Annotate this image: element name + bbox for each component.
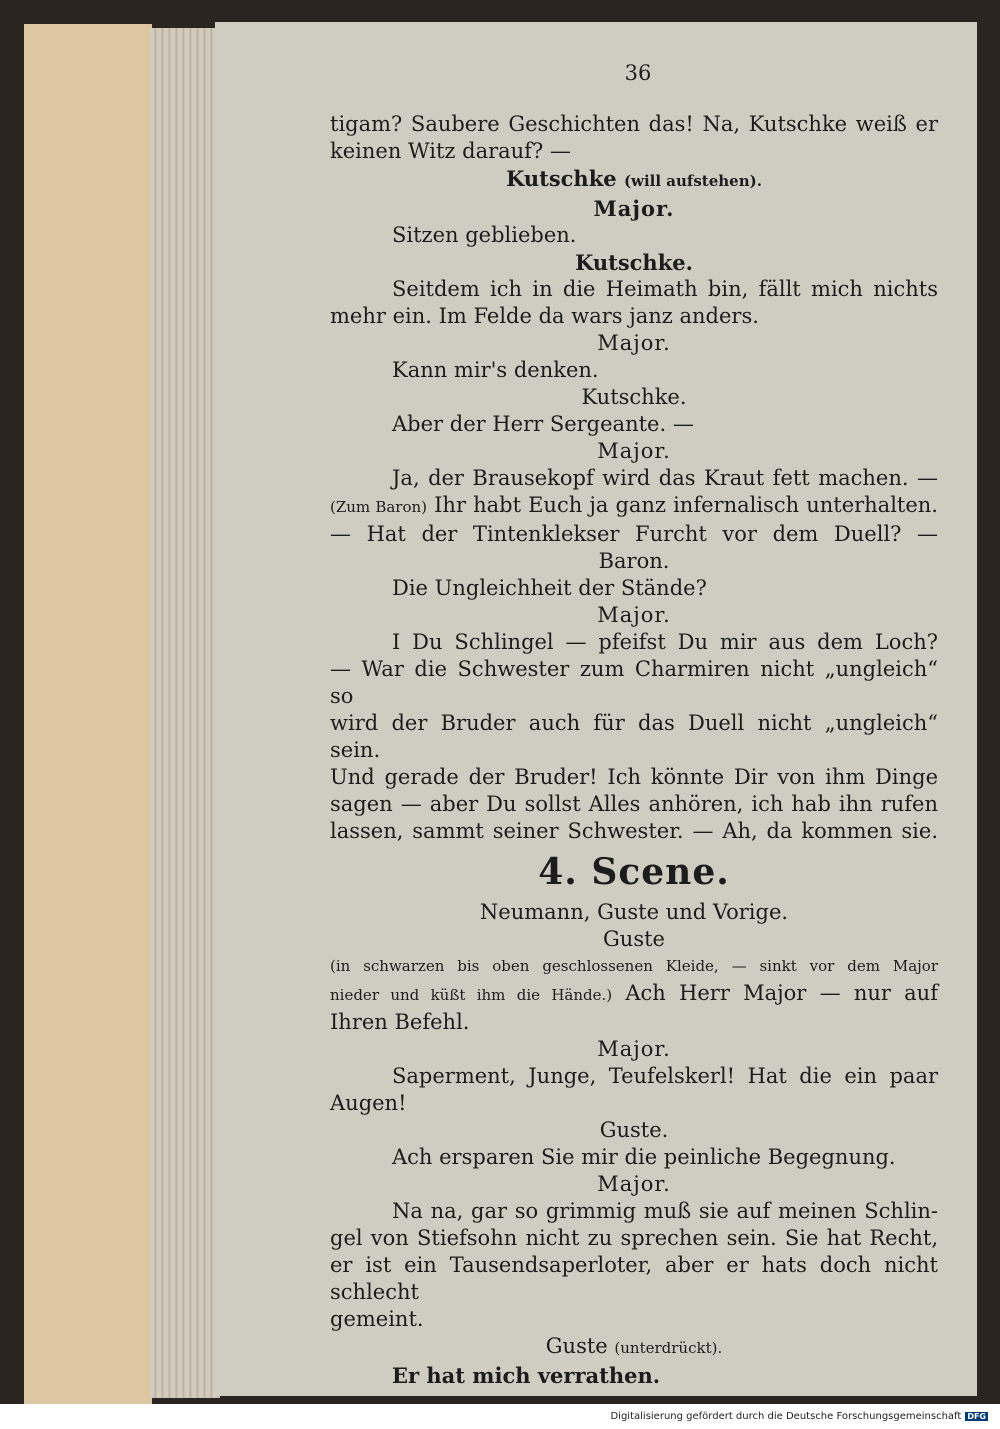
- line-text: Aber der Herr Sergeante. —: [392, 412, 694, 436]
- text-line: [330, 1090, 938, 1117]
- line-text: Guste.: [599, 1118, 669, 1142]
- text-line: [330, 165, 938, 195]
- text-line: [330, 438, 938, 465]
- dfg-logo-icon: DFG: [967, 1412, 986, 1421]
- line-text: Er hat mich verrathen.: [392, 1363, 661, 1388]
- text-line: [330, 1333, 938, 1362]
- scene-heading: [330, 845, 938, 899]
- line-text: sagen — aber Du sollst Alles anhören, ich hab ihn rufen: [330, 792, 938, 816]
- line-text: Guste: [603, 927, 665, 951]
- text-line: [330, 1063, 938, 1090]
- line-text: (in schwarzen bis oben geschlossenen Kleide, — sinkt vor dem Major: [330, 957, 938, 975]
- line-text: lassen, sammt seiner Schwester. — Ah, da kommen sie.: [330, 819, 938, 843]
- text-line: [330, 980, 938, 1009]
- footer-text: Digitalisierung gefördert durch die Deutsche Forschungsgemeinschaft: [610, 1411, 962, 1422]
- text-line: [330, 357, 938, 384]
- text-line: [330, 492, 938, 521]
- text-line: [330, 764, 938, 791]
- stage-direction: (unterdrückt).: [614, 1339, 723, 1357]
- text-line: [330, 138, 938, 165]
- text-line: [330, 629, 938, 656]
- line-text: Ach Herr Major — nur auf: [625, 981, 938, 1005]
- text-line: [330, 1171, 938, 1198]
- line-text: Major.: [597, 1172, 671, 1196]
- text-line: [330, 575, 938, 602]
- book-cover-board: [24, 24, 152, 1404]
- text-line: [330, 195, 938, 222]
- line-text: Und gerade der Bruder! Ich könnte Dir von ihm Dinge: [330, 765, 938, 789]
- page-edges: [150, 28, 220, 1398]
- line-text: Major.: [597, 331, 671, 355]
- text-line: [330, 111, 938, 138]
- text-line: [330, 276, 938, 303]
- stage-direction: (will aufstehen).: [623, 172, 762, 190]
- text-line: [330, 411, 938, 438]
- line-text: gel von Stiefsohn nicht zu sprechen sein. Sie hat Recht,: [330, 1226, 938, 1250]
- stage-direction: (Zum Baron): [330, 498, 428, 516]
- line-text: Die Ungleichheit der Stände?: [392, 576, 707, 600]
- line-text: Ihren Befehl.: [330, 1010, 470, 1034]
- page-text: [330, 60, 938, 1389]
- line-text: Augen!: [330, 1091, 407, 1115]
- line-text: Major.: [597, 603, 671, 627]
- line-text: Major.: [593, 196, 675, 221]
- text-line: [330, 1252, 938, 1306]
- line-text: Na na, gar so grimmig muß sie auf meinen Schlin-: [392, 1199, 938, 1223]
- text-line: [330, 791, 938, 818]
- text-line: [330, 1117, 938, 1144]
- text-line: [330, 1198, 938, 1225]
- line-text: Neumann, Guste und Vorige.: [479, 900, 789, 924]
- text-line: [330, 1036, 938, 1063]
- text-line: [330, 1362, 938, 1389]
- text-line: [330, 953, 938, 980]
- line-text: gemeint.: [330, 1307, 424, 1331]
- line-text: Kutschke.: [581, 385, 687, 409]
- line-text: Ihr habt Euch ja ganz infernalisch unterhalten.: [434, 493, 938, 517]
- line-text: 4. Scene.: [538, 851, 730, 893]
- line-text: Baron.: [598, 549, 670, 573]
- line-text: Sitzen geblieben.: [392, 223, 577, 247]
- text-line: [330, 465, 938, 492]
- text-line: [330, 710, 938, 764]
- line-text: tigam? Saubere Geschichten das! Na, Kutschke weiß er: [330, 112, 938, 136]
- line-text: Ach ersparen Sie mir die peinliche Begegnung.: [392, 1145, 896, 1169]
- text-line: [330, 1009, 938, 1036]
- line-text: wird der Bruder auch für das Duell nicht „ungleich“ sein.: [330, 711, 938, 762]
- line-text: keinen Witz darauf? —: [330, 139, 571, 163]
- text-line: [330, 899, 938, 926]
- text-line: [330, 548, 938, 575]
- stage-direction: nieder und küßt ihm die Hände.): [330, 986, 613, 1004]
- text-line: [330, 384, 938, 411]
- text-line: [330, 1144, 938, 1171]
- text-line: [330, 521, 938, 548]
- line-text: Guste: [545, 1334, 608, 1358]
- line-text: Major.: [597, 1037, 671, 1061]
- line-text: mehr ein. Im Felde da wars janz anders.: [330, 304, 759, 328]
- line-text: Kutschke: [506, 166, 617, 191]
- line-text: — War die Schwester zum Charmiren nicht „ungleich“ so: [330, 657, 938, 708]
- page-number: 36: [624, 61, 652, 85]
- line-text: Saperment, Junge, Teufelskerl! Hat die ein paar: [392, 1064, 938, 1088]
- text-lines: [330, 111, 938, 1389]
- line-text: Kann mir's denken.: [392, 358, 599, 382]
- line-text: Ja, der Brausekopf wird das Kraut fett machen. —: [392, 466, 938, 490]
- line-text: Seitdem ich in die Heimath bin, fällt mich nichts: [392, 277, 938, 301]
- line-text: I Du Schlingel — pfeifst Du mir aus dem Loch?: [392, 630, 938, 654]
- text-line: [330, 926, 938, 953]
- line-text: Major.: [597, 439, 671, 463]
- text-line: [330, 1225, 938, 1252]
- text-line: [330, 222, 938, 249]
- line-text: er ist ein Tausendsaperloter, aber er hats doch nicht schlecht: [330, 1253, 938, 1304]
- text-line: [330, 602, 938, 629]
- text-line: [330, 1306, 938, 1333]
- text-line: [330, 656, 938, 710]
- text-line: [330, 249, 938, 276]
- text-line: [330, 303, 938, 330]
- line-text: — Hat der Tintenklekser Furcht vor dem Duell? —: [330, 522, 938, 546]
- line-text: Kutschke.: [575, 250, 693, 275]
- footer-credit: [610, 1411, 988, 1422]
- text-line: [330, 330, 938, 357]
- text-line: [330, 818, 938, 845]
